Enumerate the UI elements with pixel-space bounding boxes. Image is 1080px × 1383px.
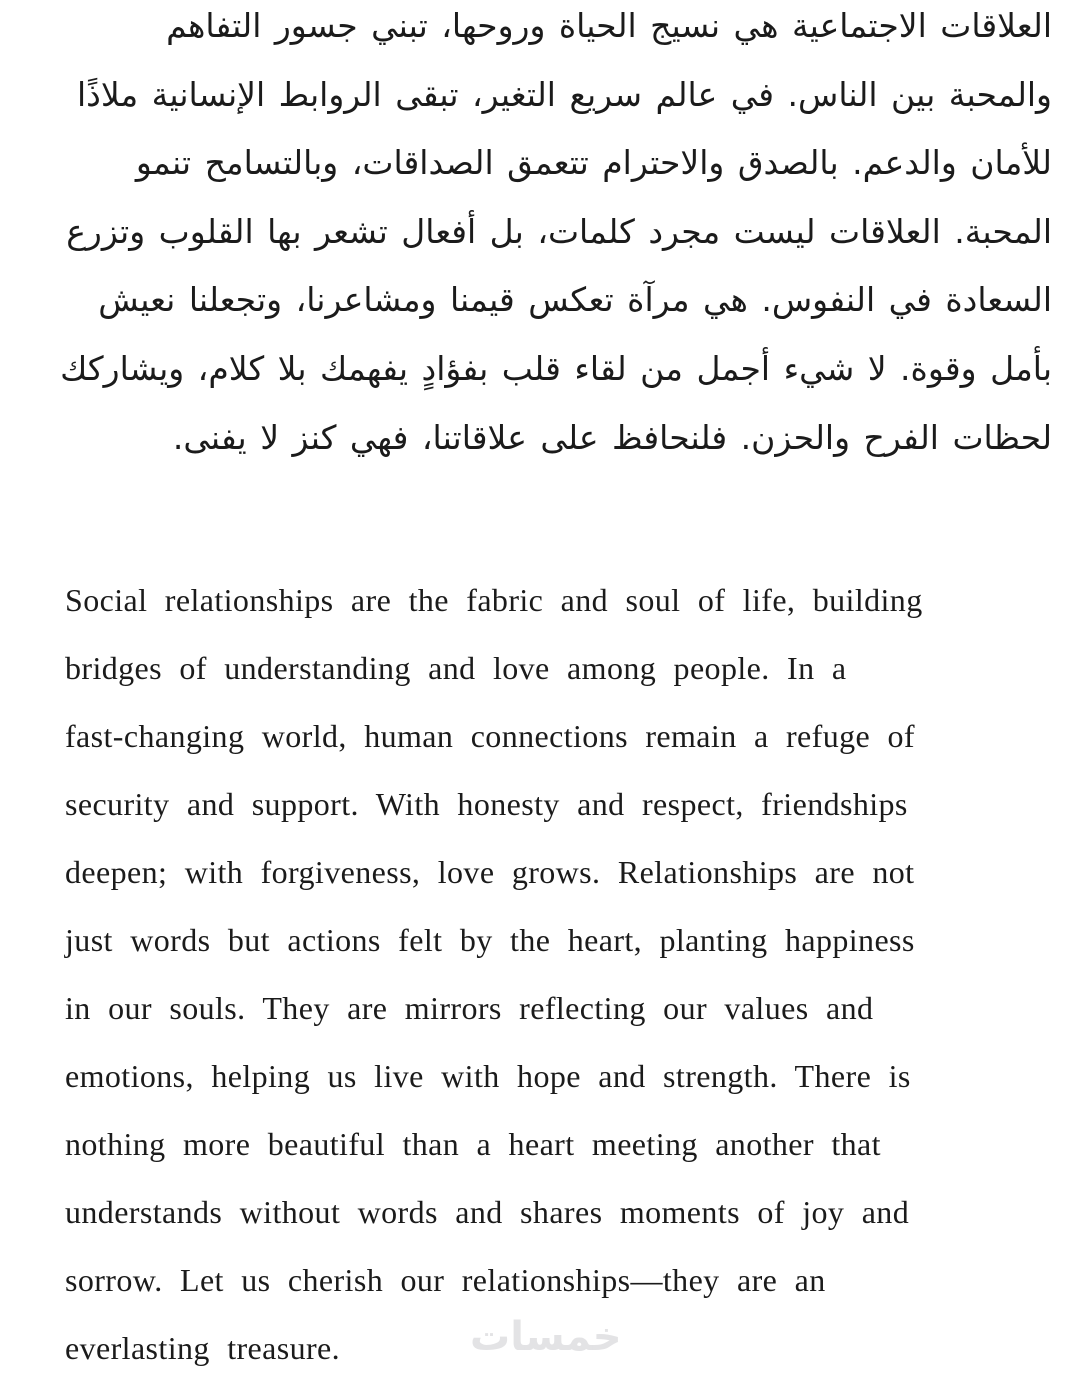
english-text-line: security and support. With honesty and respect, friendships — [65, 786, 908, 822]
english-text-line: just words but actions felt by the heart, planting happiness — [65, 922, 915, 958]
english-paragraph — [65, 566, 1020, 1382]
arabic-text-line: بأمل وقوة. لا شيء أجمل من لقاء قلب بفؤادٍ يفهمك بلا كلام، ويشاركك — [60, 348, 1052, 388]
english-text-line: in our souls. They are mirrors reflecting our values and — [65, 990, 874, 1026]
arabic-text-line: السعادة في النفوس. هي مرآة تعكس قيمنا ومشاعرنا، وتجعلنا نعيش — [98, 280, 1052, 320]
english-text-line: fast-changing world, human connections remain a refuge of — [65, 718, 915, 754]
arabic-text-line: لحظات الفرح والحزن. فلنحافظ على علاقاتنا، فهي كنز لا يفنى. — [172, 417, 1052, 457]
khamsat-watermark: خمسات — [470, 1314, 622, 1360]
english-text-line: deepen; with forgiveness, love grows. Relationships are not — [65, 854, 915, 890]
english-text-line: Social relationships are the fabric and soul of life, building — [65, 582, 923, 618]
arabic-text-line: العلاقات الاجتماعية هي نسيج الحياة وروحها، تبني جسور التفاهم — [166, 6, 1052, 45]
arabic-text-line: والمحبة بين الناس. في عالم سريع التغير، تبقى الروابط الإنسانية ملاذًا — [76, 74, 1052, 114]
arabic-paragraph — [60, 0, 1052, 472]
english-text-line: emotions, helping us live with hope and strength. There is — [65, 1058, 911, 1094]
english-text-line: understands without words and shares moments of joy and — [65, 1194, 910, 1230]
english-text-line: nothing more beautiful than a heart meeting another that — [65, 1126, 881, 1162]
english-text-line: everlasting treasure. — [65, 1330, 341, 1366]
arabic-text-line: المحبة. العلاقات ليست مجرد كلمات، بل أفعال تشعر بها القلوب وتزرع — [66, 211, 1052, 251]
arabic-text-line: للأمان والدعم. بالصدق والاحترام تتعمق الصداقات، وبالتسامح تنمو — [135, 143, 1052, 183]
english-text-line: sorrow. Let us cherish our relationships—they are an — [65, 1262, 826, 1298]
english-text-line: bridges of understanding and love among people. In a — [65, 650, 847, 686]
